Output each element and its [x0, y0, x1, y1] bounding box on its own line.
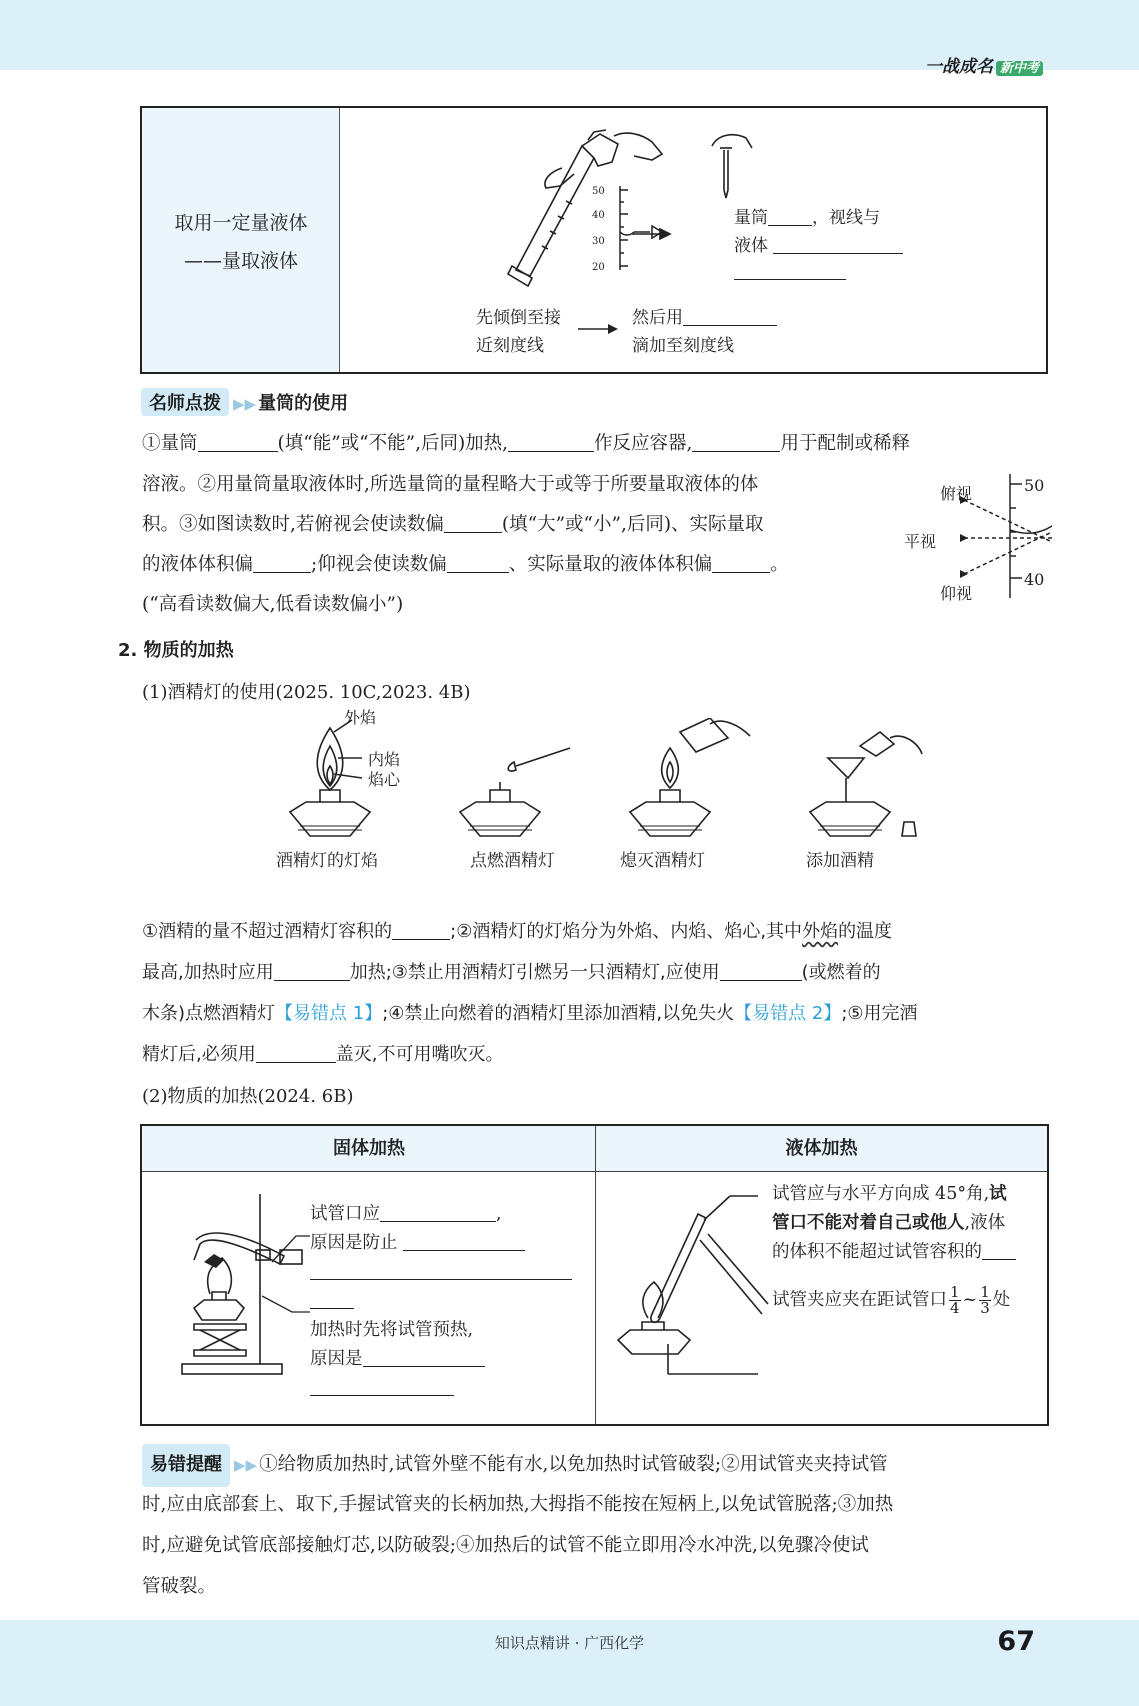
graduated-scale-illustration — [594, 182, 670, 282]
box1-title-2: ——量取液体 — [183, 250, 298, 272]
liquid-measure-box: 取用一定量液体 ——量取液体 50 40 30 20 量筒 ，视线与 液体 先倾倒至接 近刻度线 然后用 滴加至刻度线 — [140, 106, 1048, 374]
error-point-2-badge: 【易错点 2】 — [734, 1003, 842, 1024]
fig-50: 50 — [1024, 476, 1045, 495]
lamp-rules-line-2: 最高,加热时应用 加热;③禁止用酒精灯引燃另一只酒精灯,应使用 (或燃着的 — [142, 962, 881, 983]
subsection-1: (1)酒精灯的使用(2025. 10C,2023. 4B) — [142, 682, 471, 703]
lamp-label-3: 熄灭酒精灯 — [620, 851, 705, 871]
footer-text: 知识点精讲 · 广西化学 — [494, 1634, 645, 1652]
table-header-liquid: 液体加热 — [596, 1126, 1047, 1172]
lamp-label-4: 添加酒精 — [806, 851, 874, 871]
liquid-heating-text: 试管应与水平方向成 45°角,试 管口不能对着自己或他人,液体 的体积不能超过试管容积的 试管夹应夹在距试管口 $\frac{1}{4}$ ~ $\frac{1}{3}$ 处 — [772, 1180, 1046, 1316]
fig-text-a: 量筒 ，视线与 — [734, 208, 880, 228]
page-number: 67 — [997, 1626, 1035, 1657]
section-2-title: 2. 物质的加热 — [118, 640, 234, 661]
brand-tag: 新中考 — [996, 61, 1043, 76]
fig-fushi: 俯视 — [940, 484, 973, 503]
fig-40: 40 — [1024, 570, 1045, 589]
box1-title-1: 取用一定量液体 — [174, 212, 308, 234]
box1-label-cell — [142, 108, 340, 372]
tip-pill: 名师点拨 — [141, 388, 229, 416]
alcohol-lamp-figures — [270, 708, 950, 878]
tip-line-2: 溶液。②用量筒量取液体时,所选量筒的量程略大于或等于所要量取液体的体 — [142, 474, 759, 495]
tip-title: 名师点拨 ▶▶ 量筒的使用 — [141, 388, 348, 416]
liquid-heating-apparatus-illustration — [608, 1194, 772, 1404]
fig-step2: 然后用 滴加至刻度线 — [632, 304, 777, 360]
fig-text-b: 液体 — [734, 232, 903, 260]
warning-line-1: 易错提醒 ▶▶ ①给物质加热时,试管外壁不能有水,以免加热时试管破裂;②用试管夹夹持试管 — [142, 1444, 1050, 1487]
fraction-one-third: $\frac{1}{3}$ — [980, 1283, 990, 1317]
warning-line-4: 管破裂。 — [142, 1576, 217, 1597]
warning-pill: 易错提醒 — [142, 1444, 230, 1487]
lamp-label-2: 点燃酒精灯 — [470, 851, 555, 871]
fig-pingshi: 平视 — [904, 532, 937, 551]
tip-line-1: ①量筒 (填“能”或“不能”,后同)加热, 作反应容器, 用于配制或稀释 — [142, 424, 1050, 465]
flame-core-label: 焰心 — [368, 770, 401, 789]
subsection-2: (2)物质的加热(2024. 6B) — [142, 1086, 354, 1107]
table-header-solid: 固体加热 — [142, 1126, 596, 1172]
lamp-label-1: 酒精灯的灯焰 — [276, 851, 378, 871]
lamp-rules-line-1: ①酒精的量不超过酒精灯容积的 ;②酒精灯的灯焰分为外焰、内焰、焰心,其中外焰的温度 — [142, 921, 893, 942]
error-point-1-badge: 【易错点 1】 — [275, 1003, 383, 1024]
fraction-one-quarter: $\frac{1}{4}$ — [950, 1283, 960, 1317]
heating-table — [140, 1124, 1049, 1426]
step-arrow-icon — [578, 322, 618, 336]
flame-inner-label: 内焰 — [368, 750, 401, 769]
table-divider — [595, 1126, 596, 1424]
solid-callout-lines — [262, 1216, 312, 1316]
lamp-rules-line-3: 木条)点燃酒精灯【易错点 1】;④禁止向燃着的酒精灯里添加酒精,以免失火【易错点 2】;⑤用完酒 — [142, 1003, 918, 1024]
tip-line-5: (“高看读数偏大,低看读数偏小”) — [142, 594, 404, 615]
fig-blank-c — [734, 258, 846, 286]
fig-step1: 先倾倒至接 近刻度线 — [476, 308, 561, 356]
tip-line-4: 的液体体积偏 ;仰视会使读数偏 、实际量取的液体体积偏 。 — [142, 545, 902, 586]
flame-outer-label: 外焰 — [344, 708, 377, 727]
double-arrow-icon: ▶▶ — [233, 395, 257, 413]
double-arrow-icon: ▶▶ — [234, 1456, 258, 1474]
warning-line-3: 时,应避免试管底部接触灯芯,以防破裂;④加热后的试管不能立即用冷水冲洗,以免骤冷使试 — [142, 1535, 869, 1556]
solid-heating-text: 试管口应 , 原因是防止 加热时先将试管预热, 原因是 — [310, 1200, 572, 1403]
warning-line-2: 时,应由底部套上、取下,手握试管夹的长柄加热,大拇指不能按在短柄上,以免试管脱落;③加热 — [142, 1494, 894, 1515]
brand-logo: 一战成名 新中考 — [925, 52, 1043, 77]
tip-line-3: 积。③如图读数时,若俯视会使读数偏 (填“大”或“小”,后同)、实际量取 — [142, 505, 902, 546]
lamp-rules-line-4: 精灯后,必须用 盖灭,不可用嘴吹灭。 — [142, 1044, 504, 1065]
fig-yangshi: 仰视 — [940, 584, 973, 603]
